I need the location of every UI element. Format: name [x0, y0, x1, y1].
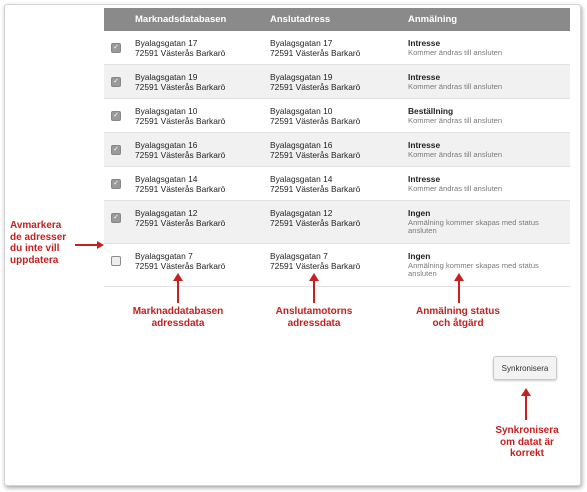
- registration-note: Kommer ändras till ansluten: [408, 47, 503, 57]
- table-row: [104, 99, 570, 133]
- arrow-up-icon: [453, 273, 465, 303]
- checkbox-unchecked[interactable]: [111, 256, 121, 266]
- registration-note: Kommer ändras till ansluten: [408, 81, 503, 91]
- checkbox-checked[interactable]: [111, 145, 121, 155]
- address-line: Byalagsgatan 17: [270, 38, 333, 48]
- market-address-cell: [135, 209, 225, 228]
- address-line: 72591 Västerås Barkarö: [270, 183, 361, 194]
- check-icon: ✓: [113, 78, 119, 85]
- registration-cell: [408, 141, 568, 159]
- table-row: [104, 167, 570, 201]
- registration-note: Kommer ändras till ansluten: [408, 115, 503, 125]
- check-icon: ✓: [113, 214, 119, 221]
- market-address-cell: [135, 107, 225, 126]
- annotation-line: och åtgärd: [432, 317, 484, 329]
- registration-status: Intresse: [408, 174, 441, 184]
- address-line: 72591 Västerås Barkarö: [270, 149, 361, 160]
- annotation-line: korrekt: [510, 448, 544, 459]
- address-line: Byalagsgatan 16: [270, 140, 333, 150]
- annotation-line: adressdata: [287, 317, 341, 329]
- annotation-market-data: [118, 306, 238, 329]
- address-line: Byalagsgatan 12: [270, 208, 333, 218]
- connect-address-cell: [270, 209, 360, 228]
- registration-status: Beställning: [408, 106, 454, 116]
- annotation-sync-hint: [478, 425, 576, 460]
- annotation-line: adressdata: [151, 317, 205, 329]
- address-line: 72591 Västerås Barkarö: [270, 217, 361, 228]
- header-connect-address: Anslutadress: [270, 14, 331, 25]
- checkbox-checked[interactable]: [111, 111, 121, 121]
- registration-status: Intresse: [408, 38, 441, 48]
- address-line: Byalagsgatan 12: [135, 208, 198, 218]
- table-body: [104, 31, 570, 287]
- address-line: Byalagsgatan 7: [270, 251, 328, 261]
- checkbox-checked[interactable]: [111, 213, 121, 223]
- registration-note: Kommer ändras till ansluten: [408, 183, 503, 193]
- market-address-cell: [135, 252, 225, 271]
- address-line: 72591 Västerås Barkarö: [135, 115, 226, 126]
- annotation-line: Synkronisera: [495, 425, 559, 436]
- checkbox-checked[interactable]: [111, 77, 121, 87]
- header-market-database: Marknadsdatabasen: [135, 14, 227, 25]
- connect-address-cell: [270, 141, 360, 160]
- annotation-status-action: [402, 306, 514, 329]
- registration-cell: [408, 107, 568, 125]
- annotation-line: om datat är: [500, 436, 554, 448]
- address-line: 72591 Västerås Barkarö: [135, 260, 226, 271]
- address-line: Byalagsgatan 19: [135, 72, 198, 82]
- connect-address-cell: [270, 252, 360, 271]
- check-icon: ✓: [113, 146, 119, 153]
- connect-address-cell: [270, 107, 360, 126]
- registration-note: Anmälning kommer skapas med status ansluten: [408, 260, 539, 279]
- address-line: 72591 Västerås Barkarö: [270, 81, 361, 92]
- annotation-line: Anslutamotorns: [275, 306, 353, 317]
- registration-status: Ingen: [408, 208, 431, 218]
- address-line: 72591 Västerås Barkarö: [270, 260, 361, 271]
- check-icon: ✓: [113, 180, 119, 187]
- table-row: [104, 31, 570, 65]
- annotation-connect-data: [259, 306, 369, 329]
- registration-cell: [408, 73, 568, 91]
- arrow-up-icon: [308, 273, 320, 303]
- table-row: [104, 133, 570, 167]
- annotation-line: de adresser: [10, 231, 67, 243]
- registration-status: Ingen: [408, 251, 431, 261]
- address-line: Byalagsgatan 7: [135, 251, 193, 261]
- address-line: Byalagsgatan 17: [135, 38, 198, 48]
- arrow-up-icon: [172, 273, 184, 303]
- address-line: Byalagsgatan 16: [135, 140, 198, 150]
- registration-note: Anmälning kommer skapas med status ansluten: [408, 217, 539, 236]
- address-line: Byalagsgatan 10: [135, 106, 198, 116]
- annotation-line: Marknaddatabasen: [132, 306, 224, 317]
- table-row: [104, 201, 570, 244]
- annotation-line: Anmälning status: [416, 306, 500, 317]
- checkbox-checked[interactable]: [111, 43, 121, 53]
- address-line: 72591 Västerås Barkarö: [135, 81, 226, 92]
- registration-cell: [408, 39, 568, 57]
- address-line: 72591 Västerås Barkarö: [270, 47, 361, 58]
- address-line: 72591 Västerås Barkarö: [135, 149, 226, 160]
- market-address-cell: [135, 141, 225, 160]
- arrow-right-icon: [75, 240, 105, 250]
- registration-cell: [408, 175, 568, 193]
- annotation-line: du inte vill: [10, 243, 60, 254]
- connect-address-cell: [270, 175, 360, 194]
- registration-note: Kommer ändras till ansluten: [408, 149, 503, 159]
- check-icon: ✓: [113, 44, 119, 51]
- address-line: Byalagsgatan 14: [270, 174, 333, 184]
- check-icon: ✓: [113, 112, 119, 119]
- registration-cell: [408, 209, 568, 236]
- connect-address-cell: [270, 73, 360, 92]
- address-line: 72591 Västerås Barkarö: [135, 47, 226, 58]
- address-line: Byalagsgatan 10: [270, 106, 333, 116]
- market-address-cell: [135, 39, 225, 58]
- synchronize-button[interactable]: Synkronisera: [493, 356, 557, 380]
- address-line: 72591 Västerås Barkarö: [135, 183, 226, 194]
- address-line: Byalagsgatan 19: [270, 72, 333, 82]
- annotation-uncheck: [10, 220, 66, 266]
- address-line: Byalagsgatan 14: [135, 174, 198, 184]
- address-line: 72591 Västerås Barkarö: [135, 217, 226, 228]
- connect-address-cell: [270, 39, 360, 58]
- annotation-line: uppdatera: [10, 254, 59, 266]
- annotation-line: Avmarkera: [10, 220, 62, 231]
- table-header: [104, 8, 570, 31]
- market-address-cell: [135, 73, 225, 92]
- checkbox-checked[interactable]: [111, 179, 121, 189]
- address-line: 72591 Västerås Barkarö: [270, 115, 361, 126]
- registration-cell: [408, 252, 568, 279]
- table-row: [104, 65, 570, 99]
- market-address-cell: [135, 175, 225, 194]
- address-sync-table: [104, 8, 570, 287]
- arrow-up-icon: [520, 388, 532, 420]
- registration-status: Intresse: [408, 140, 441, 150]
- registration-status: Intresse: [408, 72, 441, 82]
- header-registration: Anmälning: [408, 14, 458, 25]
